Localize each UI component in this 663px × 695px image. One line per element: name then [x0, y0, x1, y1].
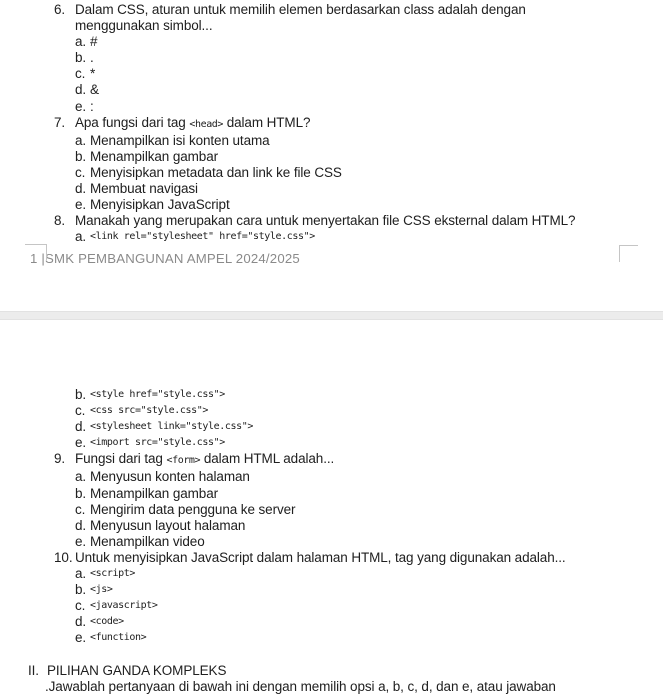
html-code-option: <script> [90, 568, 135, 580]
html-tag-snippet: <head> [189, 118, 224, 130]
option-text: & [90, 82, 99, 98]
question-7-option-b [75, 149, 663, 165]
question-9-option-a [75, 469, 663, 485]
question-7-option-a [75, 133, 663, 149]
option-marker: b. [75, 148, 87, 164]
question-text-segment: dalam HTML? [223, 114, 311, 130]
question-7-number: 7. [54, 114, 66, 130]
option-text: Menampilkan gambar [90, 485, 219, 501]
option-text: Menyusun konten halaman [90, 469, 250, 485]
question-9-option-d [75, 518, 663, 534]
question-6 [0, 2, 663, 34]
question-9-number: 9. [54, 451, 66, 467]
html-code-option: <code> [90, 616, 124, 628]
question-9-option-b [75, 486, 663, 502]
question-6-number: 6. [54, 2, 66, 17]
question-9-text [75, 451, 334, 469]
option-marker: a. [75, 566, 87, 582]
option-text: Mengirim data pengguna ke server [90, 501, 296, 517]
question-8 [0, 213, 663, 229]
option-text: * [90, 66, 96, 82]
question-8-option-b [75, 387, 663, 403]
option-marker: d. [75, 517, 87, 533]
option-text: . [90, 50, 94, 66]
question-7-option-c [75, 165, 663, 181]
option-marker: a. [75, 34, 87, 50]
question-7 [0, 115, 663, 133]
option-text: Menyisipkan metadata dan link ke file CSS [90, 164, 342, 180]
option-text: Menampilkan gambar [90, 148, 219, 164]
option-marker: b. [75, 50, 87, 66]
option-text: : [90, 98, 94, 114]
html-code-option: <import src="style.css"> [90, 437, 225, 449]
option-text: Menyusun layout halaman [90, 517, 246, 533]
question-8-option-e [75, 435, 663, 451]
option-text: Menyisipkan JavaScript [90, 197, 230, 213]
html-code-option: <link rel="stylesheet" href="style.css"> [90, 231, 315, 243]
html-code-option: <js> [90, 584, 113, 596]
option-marker: a. [75, 132, 87, 148]
question-text-segment: Apa fungsi dari tag [75, 114, 190, 130]
document-page-2 [0, 320, 663, 694]
option-marker: b. [75, 387, 87, 402]
question-8-option-a [75, 229, 663, 245]
question-8-text: Manakah yang merupakan cara untuk menyertakan file CSS eksternal dalam HTML? [75, 213, 576, 229]
option-marker: e. [75, 630, 87, 646]
question-10-text: Untuk menyisipkan JavaScript dalam halaman HTML, tag yang digunakan adalah... [75, 549, 566, 565]
option-marker: d. [75, 614, 87, 630]
option-text: # [90, 34, 98, 50]
html-code-option: <css src="style.css"> [90, 405, 209, 417]
option-marker: c. [75, 501, 86, 517]
margin-corner-mark [619, 245, 638, 262]
option-marker: e. [75, 98, 87, 114]
question-6-option-c [75, 66, 663, 82]
page-footer: 1 |SMK PEMBANGUNAN AMPEL 2024/2025 [30, 251, 300, 266]
question-8-option-c [75, 403, 663, 419]
option-marker: d. [75, 181, 87, 197]
section-2-heading [0, 663, 663, 679]
html-code-option: <function> [90, 632, 147, 644]
option-marker: c. [75, 403, 86, 419]
option-marker: d. [75, 419, 87, 435]
section-2-instruction: .Jawablah pertanyaan di bawah ini dengan memilih opsi a, b, c, d, dan e, atau jawaban [45, 678, 556, 694]
question-6-option-b [75, 50, 663, 66]
option-marker: b. [75, 582, 87, 598]
question-10-option-e [75, 630, 663, 646]
option-marker: c. [75, 598, 86, 614]
page-gap-separator [0, 311, 663, 320]
question-text-segment: Fungsi dari tag [75, 451, 167, 467]
question-9-option-e [75, 534, 663, 550]
option-marker: b. [75, 485, 87, 501]
question-text-segment: dalam HTML adalah... [200, 451, 335, 467]
page2-content [0, 387, 663, 695]
option-marker: e. [75, 197, 87, 213]
document-page-1 [0, 0, 663, 311]
html-code-option: <style href="style.css"> [90, 389, 225, 400]
option-marker: a. [75, 229, 87, 245]
option-marker: a. [75, 469, 87, 485]
question-6-text: Dalam CSS, aturan untuk memilih elemen berdasarkan class adalah dengan menggunakan simbol... [75, 2, 526, 34]
option-marker: c. [75, 164, 86, 180]
question-9-option-c [75, 502, 663, 518]
question-10-option-a [75, 566, 663, 582]
section-2-title: PILIHAN GANDA KOMPLEKS [47, 662, 227, 678]
option-marker: c. [75, 66, 86, 82]
question-7-text [75, 115, 310, 133]
html-tag-snippet: <form> [166, 455, 201, 467]
question-6-option-e [75, 99, 663, 115]
margin-corner-mark [25, 244, 47, 260]
html-code-option: <javascript> [90, 600, 158, 612]
question-10 [0, 550, 663, 566]
question-7-option-e [75, 197, 663, 213]
question-9 [0, 451, 663, 469]
page1-content [0, 2, 663, 245]
question-10-number: 10. [54, 549, 73, 565]
question-7-option-d [75, 181, 663, 197]
option-text: Menampilkan video [90, 533, 205, 549]
option-marker: d. [75, 82, 87, 98]
option-text: Menampilkan isi konten utama [90, 132, 270, 148]
question-10-option-d [75, 614, 663, 630]
question-6-option-a [75, 34, 663, 50]
option-marker: e. [75, 533, 87, 549]
option-marker: e. [75, 435, 87, 451]
html-code-option: <stylesheet link="style.css"> [90, 421, 253, 433]
question-10-option-c [75, 598, 663, 614]
question-6-option-d [75, 82, 663, 98]
question-8-number: 8. [54, 213, 66, 229]
option-text: Membuat navigasi [90, 181, 198, 197]
question-10-option-b [75, 582, 663, 598]
question-8-option-d [75, 419, 663, 435]
section-2-numeral: II. [28, 662, 39, 678]
